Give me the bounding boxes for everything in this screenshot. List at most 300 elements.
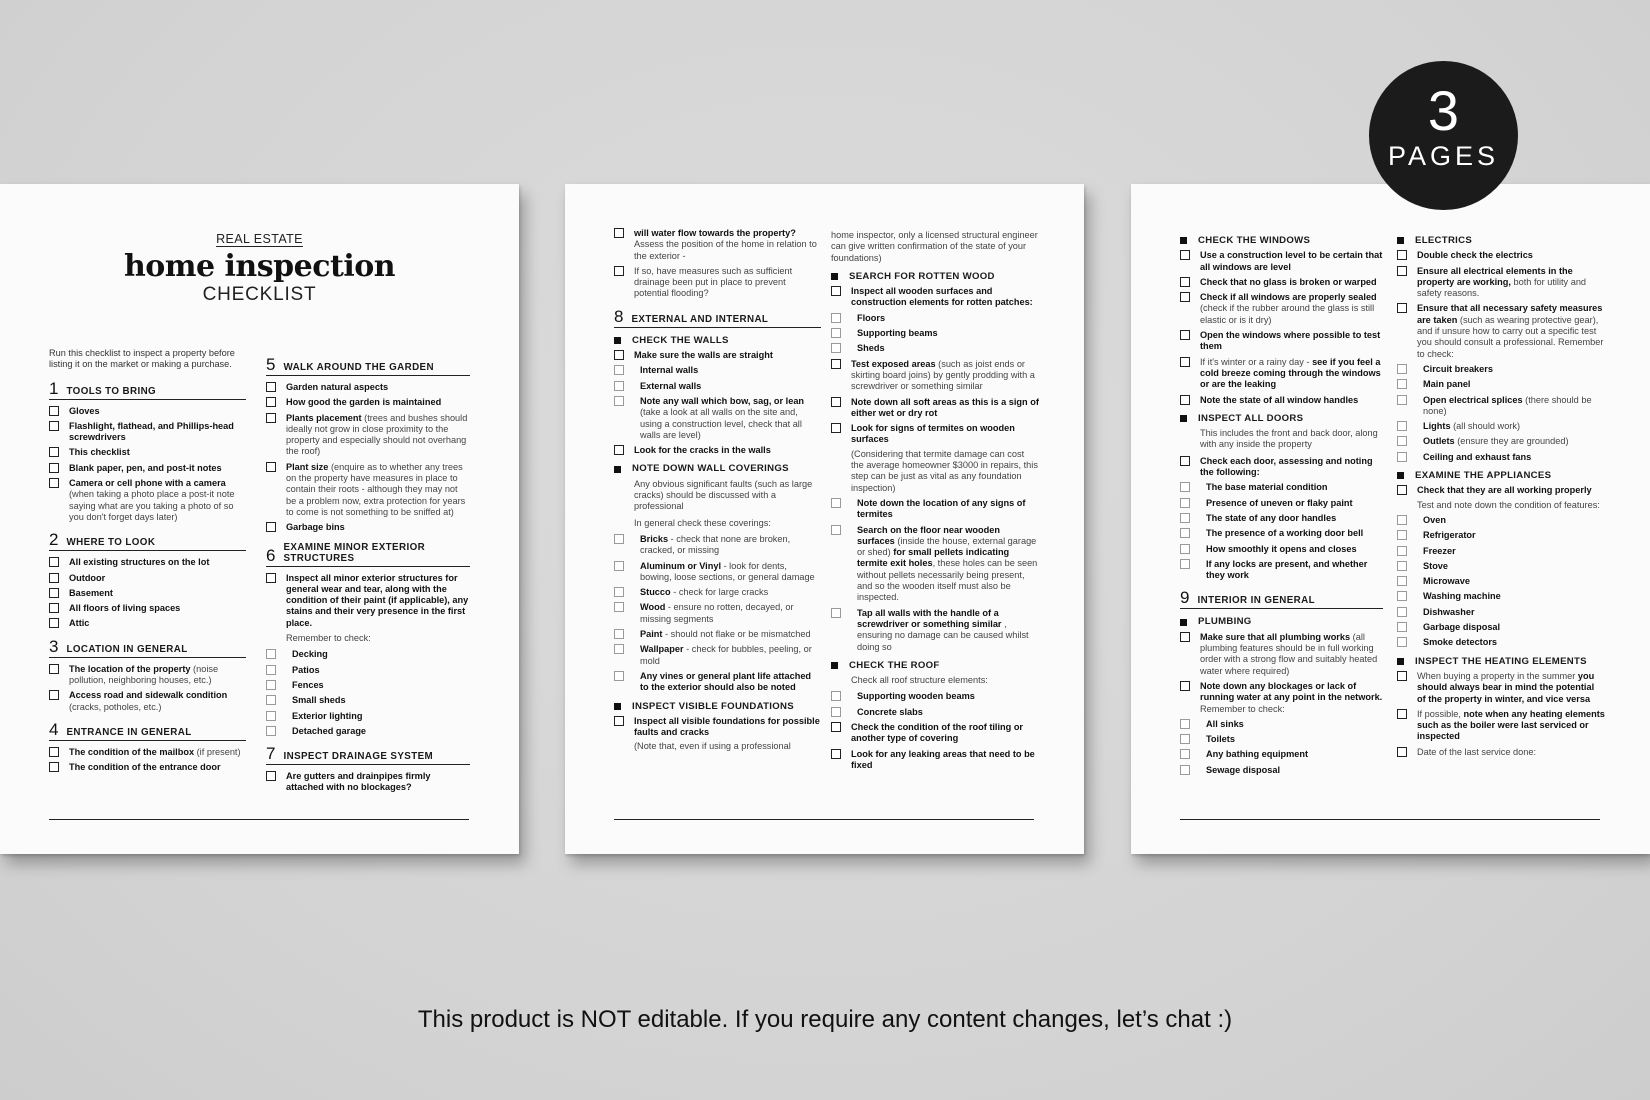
checklist-item[interactable] [49, 603, 246, 614]
checklist-item-text [1423, 607, 1605, 618]
checklist-item-text [69, 557, 246, 568]
checklist-item[interactable] [266, 665, 470, 676]
checklist-item[interactable] [614, 445, 821, 456]
square-bullet-icon [614, 703, 621, 710]
checkbox[interactable] [614, 266, 624, 276]
checklist-item[interactable] [831, 359, 1039, 393]
checklist-item[interactable] [1180, 765, 1383, 776]
checkbox[interactable] [1397, 452, 1407, 462]
checklist-item[interactable] [831, 397, 1039, 420]
section-title: EXAMINE MINOR EXTERIOR STRUCTURES [283, 541, 426, 564]
checklist-item[interactable] [49, 478, 246, 523]
item-label: Wood [640, 602, 666, 613]
item-label: Outdoor [69, 572, 106, 583]
checklist-item[interactable] [1397, 515, 1605, 526]
item-label: Any vines or general plant life attached to the exterior should also be noted [640, 670, 812, 693]
checklist-item[interactable] [831, 749, 1039, 772]
item-label: will water flow towards the property? [634, 228, 796, 238]
checkbox[interactable] [831, 313, 841, 323]
checkbox[interactable] [1180, 749, 1190, 759]
checkbox[interactable] [266, 382, 276, 392]
checklist-item-text [292, 680, 470, 691]
subsection-heading [1180, 235, 1383, 246]
checklist-item[interactable] [1180, 330, 1383, 353]
item-label: Ensure all electrical elements in the property are working, [1417, 265, 1573, 287]
item-note: - ensure no rotten, decayed, or missing segments [640, 602, 794, 624]
checklist-item-text [1417, 671, 1605, 705]
page-count-badge [1369, 61, 1518, 210]
checkbox[interactable] [1397, 671, 1407, 681]
section-title: INSPECT DRAINAGE SYSTEM [283, 751, 434, 763]
checkbox[interactable] [614, 644, 624, 654]
checklist-item-text [1423, 395, 1605, 418]
checklist-item[interactable] [49, 557, 246, 568]
checklist-item[interactable] [1397, 379, 1605, 390]
section-number: 5 [266, 355, 276, 374]
checkbox[interactable] [1397, 576, 1407, 586]
checkbox[interactable] [1397, 379, 1407, 389]
checklist-item[interactable] [614, 602, 821, 625]
checklist-item[interactable] [1397, 671, 1605, 705]
checkbox[interactable] [266, 649, 276, 659]
checkbox[interactable] [831, 608, 841, 618]
item-note: (check if the rubber around the glass is still elastic or is it dry) [1200, 303, 1375, 325]
item-label: for small pellets indicating termite exit holes [857, 547, 1010, 569]
square-bullet-icon [1180, 237, 1187, 244]
checklist-item[interactable] [831, 707, 1039, 718]
checklist-item-text [1206, 559, 1383, 582]
checklist-item[interactable] [49, 573, 246, 584]
checkbox[interactable] [1180, 250, 1190, 260]
checklist-item[interactable] [1397, 452, 1605, 463]
checklist-item-text [69, 762, 246, 773]
checkbox[interactable] [614, 561, 624, 571]
checkbox[interactable] [49, 603, 59, 613]
checklist-item[interactable] [1180, 513, 1383, 524]
checklist-item-text [1417, 747, 1605, 758]
square-bullet-icon [1397, 472, 1404, 479]
checkbox[interactable] [1180, 544, 1190, 554]
checklist-item[interactable] [266, 680, 470, 691]
checklist-item[interactable] [266, 726, 470, 737]
checkbox[interactable] [266, 573, 276, 583]
checklist-item-text [69, 747, 246, 758]
checklist-item[interactable] [614, 716, 821, 753]
checkbox[interactable] [831, 525, 841, 535]
item-note: (Note that, even if using a professional [634, 741, 791, 752]
checkbox[interactable] [614, 629, 624, 639]
checkbox[interactable] [49, 618, 59, 628]
checklist-item[interactable] [1397, 622, 1605, 633]
checklist-item[interactable] [266, 522, 470, 533]
checklist-item-text [1206, 719, 1383, 730]
checklist-item[interactable] [49, 690, 246, 713]
checkbox[interactable] [831, 749, 841, 759]
checklist-item[interactable] [266, 771, 470, 794]
checklist-item[interactable] [1397, 576, 1605, 587]
checkbox[interactable] [49, 406, 59, 416]
checklist-item[interactable] [831, 313, 1039, 324]
checklist-item[interactable] [1180, 277, 1383, 288]
checklist-item[interactable] [49, 762, 246, 773]
checklist-item[interactable] [1180, 395, 1383, 406]
page1-column-right [266, 348, 470, 798]
checklist-item[interactable] [1397, 546, 1605, 557]
section-heading [49, 531, 246, 551]
checklist-item[interactable] [1397, 250, 1605, 261]
checklist-item[interactable] [1397, 485, 1605, 511]
checkbox[interactable] [1180, 456, 1190, 466]
checklist-item[interactable] [614, 534, 821, 557]
item-label: All sinks [1206, 718, 1244, 729]
checklist-item[interactable] [1397, 303, 1605, 359]
checkbox[interactable] [614, 445, 624, 455]
checkbox[interactable] [266, 397, 276, 407]
checklist-item[interactable] [49, 618, 246, 629]
checkbox[interactable] [614, 602, 624, 612]
checklist-item[interactable] [49, 406, 246, 417]
square-bullet-icon [614, 337, 621, 344]
checklist-item-text [851, 423, 1039, 494]
checkbox[interactable] [1397, 622, 1407, 632]
checklist-item[interactable] [1397, 747, 1605, 758]
checklist-item[interactable] [831, 343, 1039, 354]
checklist-item[interactable] [49, 588, 246, 599]
checkbox[interactable] [1180, 559, 1190, 569]
checklist-item-text [1423, 379, 1605, 390]
checklist-item[interactable] [1180, 749, 1383, 760]
checklist-item-text [69, 603, 246, 614]
checklist-item-text [1423, 622, 1605, 633]
item-label: Decking [292, 649, 328, 660]
subsection-heading [1397, 235, 1605, 246]
checklist-item[interactable] [1180, 498, 1383, 509]
checkbox[interactable] [614, 396, 624, 406]
checkbox[interactable] [49, 588, 59, 598]
checkbox[interactable] [614, 716, 624, 726]
checkbox[interactable] [1180, 482, 1190, 492]
checklist-item[interactable] [1180, 632, 1383, 677]
checklist-item[interactable] [1180, 544, 1383, 555]
section-heading [49, 380, 246, 400]
checklist-item[interactable] [1180, 456, 1383, 479]
checkbox[interactable] [49, 690, 59, 700]
checklist-item[interactable] [614, 381, 821, 392]
checkbox[interactable] [1397, 364, 1407, 374]
checkbox[interactable] [831, 359, 841, 369]
page-footer-rule [49, 819, 469, 820]
checklist-item[interactable] [831, 498, 1039, 521]
checklist-item[interactable] [614, 561, 821, 584]
checkbox[interactable] [1180, 330, 1190, 340]
checkbox[interactable] [1180, 498, 1190, 508]
checklist-item[interactable] [831, 722, 1039, 745]
checklist-item-text [1423, 515, 1605, 526]
checkbox[interactable] [1397, 530, 1407, 540]
checkbox[interactable] [831, 423, 841, 433]
checkbox[interactable] [1397, 637, 1407, 647]
checkbox[interactable] [1397, 303, 1407, 313]
checkbox[interactable] [1397, 485, 1407, 495]
checkbox[interactable] [49, 463, 59, 473]
checklist-item-text [1200, 357, 1383, 391]
checklist-item-text [640, 587, 821, 598]
checkbox[interactable] [831, 707, 841, 717]
note-text: This includes the front and back door, along with any inside the property [1200, 428, 1378, 450]
checklist-item-text [286, 522, 470, 533]
subsection-heading [614, 463, 821, 474]
checkbox[interactable] [266, 665, 276, 675]
checklist-item[interactable] [614, 365, 821, 376]
checkbox[interactable] [831, 343, 841, 353]
item-label: Aluminum or Vinyl [640, 560, 721, 571]
checklist-item-text [1200, 632, 1383, 677]
checklist-item-text [1423, 591, 1605, 602]
checkbox[interactable] [1180, 395, 1190, 405]
checkbox[interactable] [266, 711, 276, 721]
checkbox[interactable] [266, 695, 276, 705]
checklist-item[interactable] [1180, 250, 1383, 273]
checklist-item-text [286, 413, 470, 458]
checklist-item[interactable] [831, 525, 1039, 604]
checklist-item[interactable] [614, 671, 821, 694]
checklist-page-3 [1131, 184, 1650, 854]
checkbox[interactable] [1397, 250, 1407, 260]
checklist-item[interactable] [1397, 395, 1605, 418]
checklist-item[interactable] [266, 397, 470, 408]
checklist-item-text [1206, 734, 1383, 745]
checklist-item-text [286, 462, 470, 518]
checklist-item-text [69, 406, 246, 417]
subsection-title: CHECK THE ROOF [849, 659, 940, 671]
checkbox[interactable] [266, 462, 276, 472]
checklist-item[interactable] [1397, 266, 1605, 300]
checklist-item-text [292, 649, 470, 660]
checkbox[interactable] [1180, 681, 1190, 691]
checkbox[interactable] [1397, 607, 1407, 617]
checkbox[interactable] [1180, 357, 1190, 367]
checkbox[interactable] [1397, 266, 1407, 276]
checkbox[interactable] [49, 421, 59, 431]
checklist-item-text [292, 726, 470, 737]
checklist-item[interactable] [49, 421, 246, 444]
item-label: Outlets [1423, 436, 1455, 447]
item-label: Supporting wooden beams [857, 691, 975, 702]
checkbox[interactable] [1397, 546, 1407, 556]
checkbox[interactable] [1397, 561, 1407, 571]
subsection-heading [1180, 413, 1383, 424]
checkbox[interactable] [831, 722, 841, 732]
checkbox[interactable] [1397, 436, 1407, 446]
checkbox[interactable] [614, 350, 624, 360]
item-label: Dishwasher [1423, 606, 1475, 617]
checklist-item[interactable] [614, 350, 821, 361]
checkbox[interactable] [831, 286, 841, 296]
checkbox[interactable] [49, 664, 59, 674]
item-label: Note down all soft areas as this is a sign of either wet or dry rot [851, 396, 1039, 418]
checklist-item[interactable] [614, 644, 821, 667]
item-label: Smoke detectors [1423, 637, 1498, 648]
checklist-item[interactable] [831, 691, 1039, 702]
checkbox[interactable] [266, 726, 276, 736]
checklist-item[interactable] [49, 747, 246, 758]
checklist-item[interactable] [1180, 559, 1383, 582]
checklist-item[interactable] [266, 462, 470, 518]
checkbox[interactable] [831, 397, 841, 407]
checklist-item[interactable] [49, 447, 246, 458]
checklist-item[interactable] [1397, 637, 1605, 648]
checkbox[interactable] [266, 522, 276, 532]
subsection-title: INSPECT THE HEATING ELEMENTS [1415, 655, 1587, 667]
page2-column-right [831, 228, 1039, 775]
checkbox[interactable] [49, 747, 59, 757]
checklist-item[interactable] [266, 573, 470, 629]
checkbox[interactable] [49, 573, 59, 583]
item-label: Camera or cell phone with a camera [69, 478, 226, 489]
checklist-item[interactable] [1180, 528, 1383, 539]
checkbox[interactable] [831, 498, 841, 508]
checkbox[interactable] [1397, 591, 1407, 601]
checkbox[interactable] [49, 447, 59, 457]
checklist-item[interactable] [1397, 364, 1605, 375]
page3-column-left [1180, 228, 1383, 780]
item-label: Note any wall which bow, sag, or lean [640, 395, 805, 406]
checkbox[interactable] [614, 365, 624, 375]
section-number: 1 [49, 378, 59, 398]
checklist-item[interactable] [266, 695, 470, 706]
item-label: Flashlight, flathead, and Phillips-head screwdrivers [69, 420, 234, 443]
checklist-item[interactable] [49, 664, 246, 687]
item-note: (cracks, potholes, etc.) [69, 701, 162, 712]
checkbox[interactable] [1397, 395, 1407, 405]
checklist-item[interactable] [266, 711, 470, 722]
item-note: (ensure they are grounded) [1457, 436, 1569, 447]
item-note: (such as joist ends or skirting board joins) by gently prodding with a screwdriver or something similar [851, 358, 1035, 392]
checkbox[interactable] [1180, 277, 1190, 287]
checkbox[interactable] [614, 228, 624, 238]
checkbox[interactable] [1180, 632, 1190, 642]
checklist-item[interactable] [1180, 719, 1383, 730]
checklist-item-text [1200, 395, 1383, 406]
item-note: - check that none are broken, cracked, or missing [640, 533, 791, 556]
note-text: In general check these coverings: [634, 517, 771, 528]
checkbox[interactable] [1397, 709, 1407, 719]
checklist-item[interactable] [1180, 357, 1383, 391]
checklist-item[interactable] [1397, 709, 1605, 743]
checklist-item[interactable] [614, 228, 821, 262]
checklist-item[interactable] [1397, 607, 1605, 618]
checkbox[interactable] [49, 478, 59, 488]
checklist-item-text [1423, 421, 1605, 432]
item-label: Plant size [286, 461, 329, 472]
section-number: 7 [266, 744, 276, 764]
item-label: Inspect all wooden surfaces and construction elements for rotten patches: [851, 286, 1033, 308]
subsection-title: CHECK THE WINDOWS [1198, 235, 1311, 246]
checklist-item-text [857, 707, 1039, 718]
checklist-item[interactable] [1397, 436, 1605, 447]
badge-number: 3 [1427, 79, 1460, 142]
square-bullet-icon [1180, 415, 1187, 422]
checkbox[interactable] [266, 680, 276, 690]
checklist-item-text [640, 602, 821, 625]
checklist-item[interactable] [266, 382, 470, 393]
checklist-item[interactable] [1397, 591, 1605, 602]
checklist-item[interactable] [1180, 482, 1383, 493]
checkbox[interactable] [614, 534, 624, 544]
item-label: Main panel [1423, 379, 1471, 390]
checkbox[interactable] [1397, 747, 1407, 757]
checklist-item[interactable] [1180, 681, 1383, 715]
section-title: LOCATION IN GENERAL [66, 643, 188, 655]
checkbox[interactable] [1180, 765, 1190, 775]
item-note: Assess the position of the home in relation to the exterior - [634, 239, 817, 261]
item-note: (if present) [196, 746, 241, 757]
checklist-item[interactable] [1397, 530, 1605, 541]
checklist-item-text [286, 771, 470, 794]
item-label: The state of any door handles [1206, 512, 1337, 523]
checkbox[interactable] [49, 557, 59, 567]
checklist-item[interactable] [831, 328, 1039, 339]
item-label: The condition of the mailbox [69, 746, 195, 757]
checklist-item[interactable] [831, 423, 1039, 494]
section-heading [49, 638, 246, 658]
checkbox[interactable] [831, 691, 841, 701]
checkbox[interactable] [1180, 292, 1190, 302]
checklist-item[interactable] [831, 608, 1039, 653]
checkbox[interactable] [614, 671, 624, 681]
item-label: Gloves [69, 405, 100, 416]
item-label: Look for any leaking areas that need to be fixed [851, 748, 1035, 770]
checklist-item[interactable] [614, 629, 821, 640]
checklist-item[interactable] [266, 649, 470, 660]
checkbox[interactable] [49, 762, 59, 772]
checkbox[interactable] [1180, 528, 1190, 538]
checklist-item[interactable] [1397, 421, 1605, 432]
checkbox[interactable] [614, 381, 624, 391]
item-label: Small sheds [292, 695, 346, 706]
checkbox[interactable] [266, 413, 276, 423]
checklist-item[interactable] [266, 413, 470, 458]
checklist-item[interactable] [49, 463, 246, 474]
checkbox[interactable] [266, 771, 276, 781]
item-label: Search on the floor near wooden surfaces [857, 524, 1000, 546]
square-bullet-icon [1397, 237, 1404, 244]
checkbox[interactable] [831, 328, 841, 338]
item-label: Open electrical splices [1423, 394, 1523, 405]
checklist-item-text [1423, 452, 1605, 463]
checklist-item[interactable] [831, 286, 1039, 309]
checklist-item[interactable] [614, 266, 821, 300]
checkbox[interactable] [1180, 513, 1190, 523]
checklist-item-text [1417, 709, 1605, 743]
item-label: All floors of living spaces [69, 603, 181, 614]
checklist-item[interactable] [614, 396, 821, 441]
checkbox[interactable] [1397, 421, 1407, 431]
item-note: (enquire as to whether any trees on the property have measures in place to contain their roots - although they may not be a problem now, extra protection for years to come is not something to be sniffed at) [286, 461, 466, 517]
checklist-item[interactable] [1180, 734, 1383, 745]
checklist-item[interactable] [1397, 561, 1605, 572]
checkbox[interactable] [1180, 719, 1190, 729]
item-label: Circuit breakers [1423, 363, 1493, 374]
item-label: The condition of the entrance door [69, 762, 221, 773]
checklist-item-text [857, 525, 1039, 604]
item-label: Detached garage [292, 725, 367, 736]
checkbox[interactable] [1180, 734, 1190, 744]
checkbox[interactable] [614, 587, 624, 597]
checkbox[interactable] [1397, 515, 1407, 525]
checklist-item[interactable] [614, 587, 821, 598]
checklist-item[interactable] [1180, 292, 1383, 326]
